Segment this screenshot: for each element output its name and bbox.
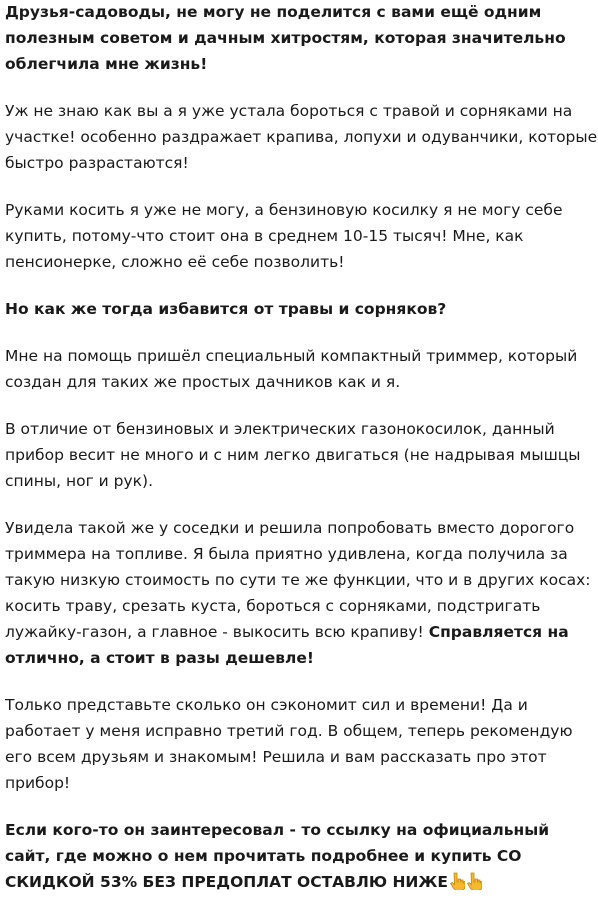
comparison-paragraph (5, 416, 598, 494)
cta-text: Если кого-то он заинтересовал - то ссылку на официальный сайт, где можно о нем прочитать подробнее и купить СО СКИДКОЙ 53% БЕЗ ПРЕДОПЛАТ ОСТАВЛЮ НИЖЕ (5, 821, 550, 891)
mower-text: Руками косить я уже не могу, а бензиновую косилку я не могу себе купить, потому-что стоит она в среднем 10-15 тысяч! Мне, как пенсионерке, сложно её себе позволить! (5, 201, 563, 271)
cta-paragraph (5, 817, 598, 898)
trimmer-paragraph (5, 343, 598, 395)
savings-text: Только представьте сколько он сэкономит сил и времени! Да и работает у меня исправно третий год. В общем, теперь рекомендую его всем друзьям и знакомым! Решила и вам рассказать про этот прибор! (5, 696, 573, 792)
neighbor-text: Увидела такой же у соседки и решила попробовать вместо дорогого триммера на топливе. Я была приятно удивлена, когда получила за такую низкую стоимость по сути те же функции, что и в других косах: косить траву, срезать куста, бороться с сорняками, подстригать лужайку-газон, а главное - выкосить всю крапиву! (5, 519, 591, 641)
savings-paragraph (5, 692, 598, 796)
question-paragraph (5, 296, 598, 322)
intro-paragraph (5, 0, 598, 77)
mower-paragraph (5, 197, 598, 275)
trimmer-text: Мне на помощь пришёл специальный компактный триммер, который создан для таких же простых дачников как и я. (5, 347, 578, 391)
comparison-text: В отличие от бензиновых и электрических газонокосилок, данный прибор весит не много и с ним легко двигаться (не надрывая мышцы спины, ног и рук). (5, 420, 581, 490)
pointing-down-hand-icon (466, 872, 482, 898)
weeds-text: Уж не знаю как вы а я уже устала бороться с травой и сорняками на участке! особенно раздражает крапива, лопухи и одуванчики, которые быстро разрастаются! (5, 102, 598, 172)
neighbor-bold-text: Справляется на отлично, а стоит в разы дешевле! (5, 623, 569, 667)
neighbor-paragraph (5, 515, 598, 671)
question-text: Но как же тогда избавится от травы и сорняков? (5, 300, 447, 318)
pointing-down-hand-icon (449, 872, 465, 898)
intro-text: Друзья-садоводы, не могу не поделится с вами ещё одним полезным советом и дачным хитростям, которая значительно облегчила мне жизнь! (5, 3, 566, 73)
weeds-paragraph (5, 98, 598, 176)
